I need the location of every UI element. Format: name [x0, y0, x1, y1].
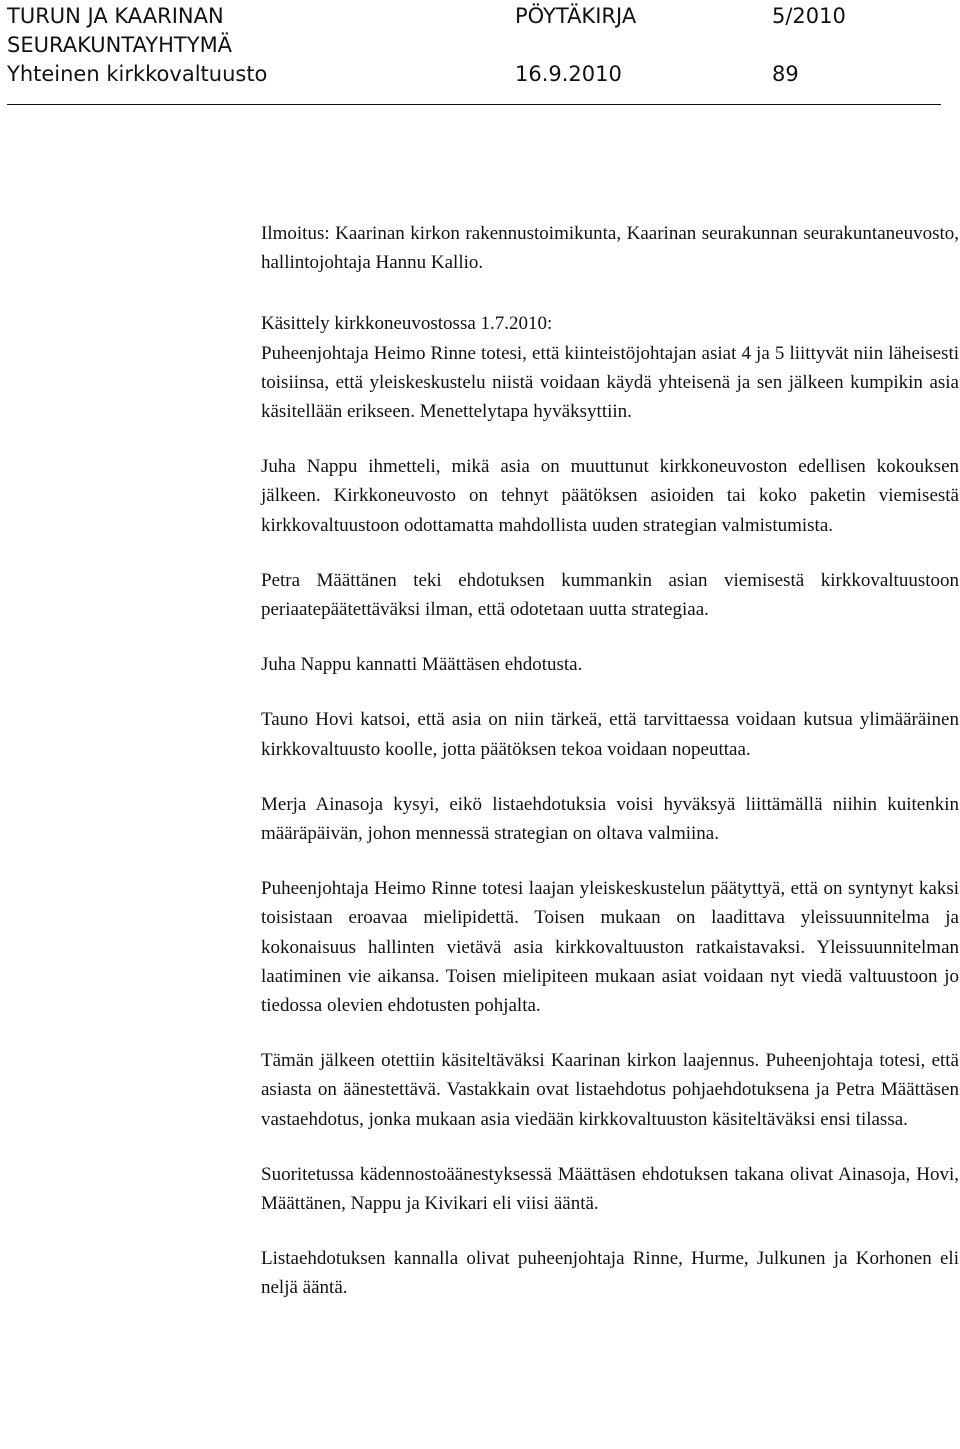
header-row-1 [7, 2, 947, 31]
header-row-3 [7, 60, 947, 89]
ainasoja-question-paragraph: Merja Ainasoja kysyi, eikö listaehdotuksia voisi hyväksyä liittämällä niihin kuitenkin määräpäivän, johon mennessä strategian on oltava valmiina. [261, 793, 959, 845]
header-divider [7, 104, 941, 105]
document-body [261, 219, 959, 1329]
header-row-2 [7, 31, 947, 60]
vote-setup-paragraph: Tämän jälkeen otettiin käsiteltäväksi Kaarinan kirkon laajennus. Puheenjohtaja totesi, että asiasta on äänestettävä. Vastakkain ovat listaehdotus pohjaehdotuksena ja Petra Määttäsen vastaehdotus, jonka mukaan asia viedään kirkkovaltuuston käsiteltäväksi ensi tilassa. [261, 1050, 959, 1130]
vote-result-maattanen-paragraph: Suoritetussa kädennostoäänestyksessä Määttäsen ehdotuksen takana olivat Ainasoja, Hovi, Määttänen, Nappu ja Kivikari eli viisi ääntä. [261, 1163, 959, 1215]
chair-statement-paragraph: Puheenjohtaja Heimo Rinne totesi, että kiinteistöjohtajan asiat 4 ja 5 liittyvät niin läheisesti toisiinsa, että yleiskeskustelu niistä voidaan käydä yhteisenä ja sen jälkeen kumpikin asia käsitellään erikseen. Menettelytapa hyväksyttiin. [261, 342, 959, 423]
organization-name-line1: TURUN JA KAARINAN [7, 4, 224, 28]
nappu-question-paragraph: Juha Nappu ihmetteli, mikä asia on muuttunut kirkkoneuvoston edellisen kokouksen jälkeen. Kirkkoneuvosto on tehnyt päätöksen asioiden tai koko paketin viemisestä kirkkovaltuustoon odottamatta mahdollista uuden strategian valmistumista. [261, 456, 959, 536]
organization-name-line2: SEURAKUNTAYHTYMÄ [7, 33, 233, 57]
meeting-date: 16.9.2010 [515, 62, 622, 86]
maattanen-proposal-paragraph: Petra Määttänen teki ehdotuksen kummankin asian viemisestä kirkkovaltuustoon periaatepäätettäväksi ilman, että odotetaan uutta strategiaa. [261, 569, 959, 621]
handling-heading: Käsittely kirkkoneuvostossa 1.7.2010: [261, 313, 553, 335]
notice-paragraph: Ilmoitus: Kaarinan kirkon rakennustoimikunta, Kaarinan seurakunnan seurakuntaneuvosto, hallintojohtaja Hannu Kallio. [261, 223, 959, 274]
hovi-opinion-paragraph: Tauno Hovi katsoi, että asia on niin tärkeä, että tarvittaessa voidaan kutsua ylimääräinen kirkkovaltuusto koolle, jotta päätöksen tekoa voidaan nopeuttaa. [261, 709, 959, 760]
vote-result-list-paragraph: Listaehdotuksen kannalla olivat puheenjohtaja Rinne, Hurme, Julkunen ja Korhonen eli neljä ääntä. [261, 1248, 959, 1299]
governing-body-name: Yhteinen kirkkovaltuusto [7, 62, 268, 86]
page-header [7, 2, 947, 89]
nappu-support-paragraph: Juha Nappu kannatti Määttäsen ehdotusta. [261, 654, 583, 676]
page-number: 89 [772, 62, 799, 86]
chair-summary-paragraph: Puheenjohtaja Heimo Rinne totesi laajan yleiskeskustelun päätyttyä, että on syntynyt kaksi toisistaan eroavaa mielipidettä. Toisen mukaan on laadittava yleissuunnitelma ja kokonaisuus hallinten vietävä asia kirkkovaltuuston ratkaistavaksi. Yleissuunnitelman laatiminen vie aikansa. Toisen mielipiteen mukaan asiat voidaan nyt viedä valtuustoon jo tiedossa olevien ehdotusten pohjalta. [261, 878, 959, 1017]
document-type: PÖYTÄKIRJA [515, 4, 637, 28]
issue-number: 5/2010 [772, 4, 846, 28]
